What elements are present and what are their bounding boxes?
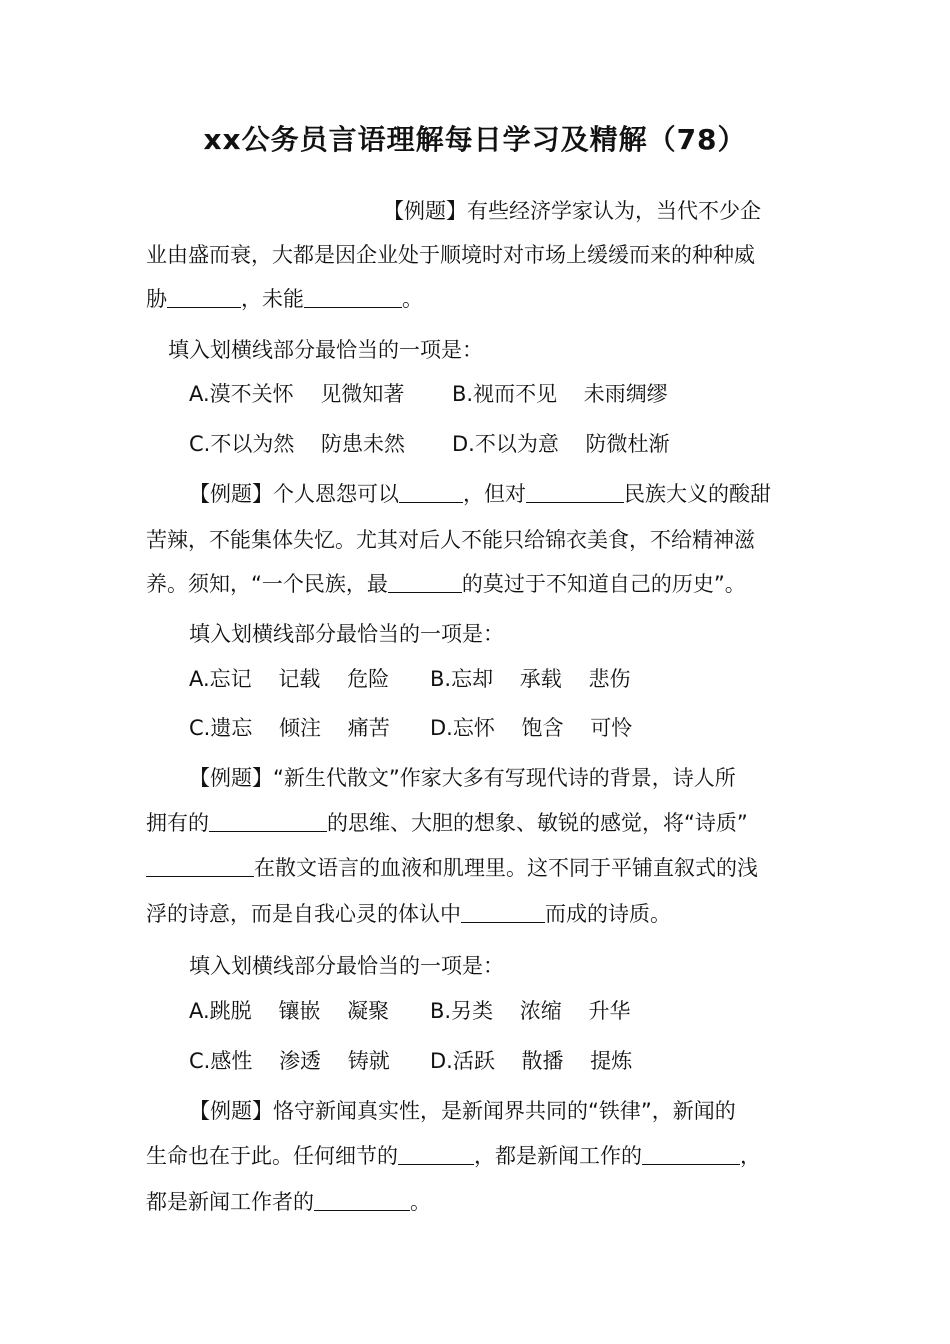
blank-3 [314,1190,410,1211]
blank-1 [167,287,241,308]
q3-line-1: 【例题】“新生代散文”作家大多有写现代诗的背景，诗人所 [189,766,736,790]
q1-option-b: B.视而不见 未雨绸缪 [452,382,668,406]
q3-text: 在散文语言的血液和肌理里。这不同于平铺直叙式的浅 [254,856,758,880]
q2-text: ，但对 [463,482,526,506]
q2-prompt: 填入划横线部分最恰当的一项是： [189,622,504,646]
q1-prompt: 填入划横线部分最恰当的一项是： [168,338,483,362]
q2-option-d: D.忘怀 饱含 可怜 [430,716,633,740]
q1-line-1: 【例题】有些经济学家认为，当代不少企 [383,199,761,223]
q4-text: ， [740,1144,761,1168]
q1-text: 。 [402,287,423,311]
q3-option-a: A.跳脱 镶嵌 凝聚 [189,999,390,1023]
q1-text: ，未能 [241,287,304,311]
q1-option-d: D.不以为意 防微杜渐 [452,432,670,456]
q2-option-a: A.忘记 记载 危险 [189,667,390,691]
q3-text: 而成的诗质。 [545,902,671,926]
q4-text: 生命也在于此。任何细节的 [146,1144,398,1168]
q4-text: 。 [410,1190,431,1214]
q2-line-2: 苦辣，不能集体失忆。尤其对后人不能只给锦衣美食，不给精神滋 [146,528,755,552]
q1-line-3 [146,284,423,314]
q3-option-d: D.活跃 散播 提炼 [430,1049,633,1073]
blank-1 [398,1144,474,1165]
q3-text: 的思维、大胆的想象、敏锐的感觉，将“诗质” [327,811,748,835]
q4-line-2 [146,1141,761,1171]
q3-line-3 [146,853,758,883]
q3-line-4 [146,899,671,929]
blank-3 [461,902,545,923]
blank-2 [304,287,402,308]
q1-option-c: C.不以为然 防患未然 [189,432,406,456]
blank-1 [209,811,327,832]
q2-text: 民族大义的酸甜 [624,482,771,506]
q2-text: 【例题】个人恩怨可以 [189,482,399,506]
q2-option-c: C.遗忘 倾注 痛苦 [189,716,390,740]
page-title: xx公务员言语理解每日学习及精解（78） [203,123,747,156]
q3-option-c: C.感性 渗透 铸就 [189,1049,390,1073]
q4-line-3 [146,1187,431,1217]
q2-option-b: B.忘却 承载 悲伤 [430,667,631,691]
q4-text: 都是新闻工作者的 [146,1190,314,1214]
q3-prompt: 填入划横线部分最恰当的一项是： [189,954,504,978]
q4-line-1: 【例题】恪守新闻真实性，是新闻界共同的“铁律”，新闻的 [189,1099,736,1123]
q2-text: 的莫过于不知道自己的历史”。 [461,572,746,596]
blank-3 [388,572,462,593]
q1-text: 胁 [146,287,167,311]
blank-1 [399,482,463,503]
blank-2 [526,482,624,503]
q2-line-1 [189,479,771,509]
q3-line-2 [146,808,748,838]
q2-text: 养。须知，“一个民族，最 [146,572,388,596]
blank-2 [146,856,254,877]
q1-option-a: A.漠不关怀 见微知著 [189,382,405,406]
q4-text: ，都是新闻工作的 [474,1144,642,1168]
q2-line-3 [146,569,746,599]
q3-text: 浮的诗意，而是自我心灵的体认中 [146,902,461,926]
q3-text: 拥有的 [146,811,209,835]
q1-line-2: 业由盛而衰，大都是因企业处于顺境时对市场上缓缓而来的种种威 [146,243,755,267]
blank-2 [642,1144,740,1165]
q3-option-b: B.另类 浓缩 升华 [430,999,631,1023]
